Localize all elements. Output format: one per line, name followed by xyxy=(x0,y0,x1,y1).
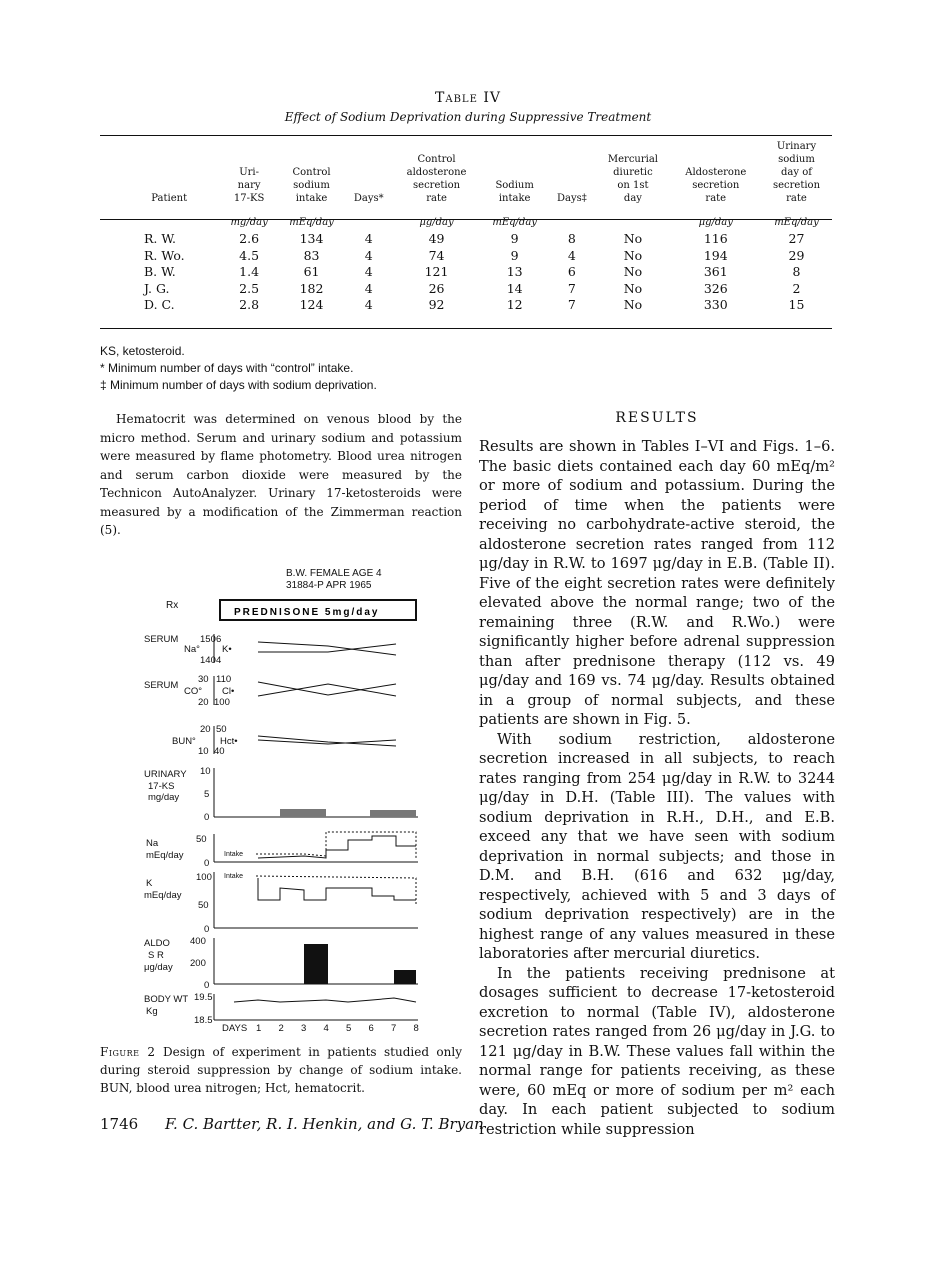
footnote-ks: KS, ketosteroid. xyxy=(100,344,185,358)
table-cell: D. C. xyxy=(144,297,175,312)
table-cell: 49 xyxy=(428,231,445,246)
aldo-label: μg/day xyxy=(144,962,173,973)
results-text xyxy=(479,437,835,1139)
table-cell: 15 xyxy=(788,297,805,312)
table-cell: 74 xyxy=(428,247,445,263)
tick-label: Na° xyxy=(184,644,200,655)
column-header-line: intake xyxy=(498,193,531,204)
column-header-line: Days* xyxy=(353,193,384,204)
results-paragraph-1: Results are shown in Tables I–VI and Figs. 1–6. The basic diets contained each day 60 mEq/m² or more of sodium and potassium. During the period of time when the patients were receiving no carbohydrate-active steroid, the aldosterone secretion rates ranged from 112 μg/day in R.W. to 1697 μg/day in E.B. (Table II). Five of the eight secretion rates were definitely elevated above the normal range; two of the remaining three (R.W. and R.Wo.) were significantly higher before adrenal suppression than after prednisone therapy (112 vs. 49 μg/day and 169 vs. 74 μg/day. Results obtained in a group of normal subjects, and these patients are shown in Fig. 5. xyxy=(479,438,835,728)
unit-cell: mg/day xyxy=(230,217,268,228)
column-header-line: Sodium xyxy=(495,180,534,191)
table-cell: 1.4 xyxy=(239,264,260,279)
tick-label: 0 xyxy=(204,812,210,823)
column-header-line: secretion xyxy=(692,180,740,191)
column-header-line: secretion xyxy=(772,180,821,191)
tick-label: Hct• xyxy=(220,736,238,747)
table-cell: No xyxy=(623,264,643,279)
na-label: Na xyxy=(146,838,159,849)
column-header-line: sodium xyxy=(778,154,815,165)
column-header-line: Urinary xyxy=(776,141,817,152)
table-cell: No xyxy=(623,247,643,263)
units-row xyxy=(100,211,832,231)
table-cell: 2.5 xyxy=(239,280,260,296)
tick-label: 5 xyxy=(204,789,210,800)
days-label: DAYS xyxy=(222,1023,248,1034)
figure-2 xyxy=(100,560,462,1038)
table-cell: 4 xyxy=(364,264,373,279)
tick-label: 20 xyxy=(198,697,209,708)
rx-text: PREDNISONE 5mg/day xyxy=(234,607,380,618)
day-tick-label: 3 xyxy=(301,1023,307,1034)
table-cell: 8 xyxy=(792,264,801,279)
table-cell: 83 xyxy=(303,247,320,263)
urinary-ks-bar-1 xyxy=(280,809,326,817)
tick-label: 50 xyxy=(216,724,227,735)
table-row xyxy=(100,264,832,281)
column-header-line: Control xyxy=(417,154,456,165)
column-header-line: sodium xyxy=(293,180,330,191)
table-cell: R. W. xyxy=(144,231,176,246)
aldo-bar-day-8 xyxy=(394,970,416,984)
tick-label: 0 xyxy=(204,924,210,935)
day-tick-label: 6 xyxy=(368,1023,374,1034)
table-row xyxy=(100,281,832,298)
urinary-ks-label: 17-KS xyxy=(148,781,175,792)
aldo-label: ALDO xyxy=(144,938,170,949)
tick-label: BUN° xyxy=(172,736,196,747)
column-header xyxy=(220,140,277,211)
methods-paragraph: Hematocrit was determined on venous blood by the micro method. Serum and urinary sodium and potassium were measured by flame photometry. Blood urea nitrogen and serum carbon dioxide were measured by the Technicon AutoAnalyzer. Urinary 17-ketosteroids were measured by a modification of the Zimmerman reaction (5). xyxy=(100,412,462,537)
page-footer xyxy=(100,1115,484,1133)
table-cell: 121 xyxy=(424,264,449,279)
column-header-line: aldosterone xyxy=(406,167,467,178)
table-cell: J. G. xyxy=(144,280,170,296)
tick-label: 10 xyxy=(198,746,209,757)
na-label: mEq/day xyxy=(146,850,184,861)
table-cell: 8 xyxy=(567,231,576,246)
serum-k-line xyxy=(258,644,396,652)
column-header-line: day of xyxy=(781,167,812,178)
tick-label: 110 xyxy=(216,674,232,685)
column-header xyxy=(671,140,761,211)
unit-cell xyxy=(100,211,220,231)
column-header-line: Control xyxy=(292,167,331,178)
table-cell: 116 xyxy=(703,231,728,246)
table-cell: 2 xyxy=(792,280,801,296)
table-cell: 4 xyxy=(364,280,373,296)
unit-cell xyxy=(548,211,595,231)
figure-caption xyxy=(100,1043,462,1097)
table-cell: 124 xyxy=(299,297,324,312)
column-header xyxy=(392,140,481,211)
figure-caption-label: Figure 2 xyxy=(100,1045,156,1059)
column-header-line: on 1st xyxy=(617,180,649,191)
serum-na-k-label: SERUM xyxy=(144,634,179,645)
table-cell: No xyxy=(623,297,643,312)
table-cell: 2.8 xyxy=(239,297,260,312)
table-cell: 26 xyxy=(428,280,445,296)
unit-cell: mEq/day xyxy=(774,217,819,228)
page-number: 1746 xyxy=(100,1115,139,1133)
aldo-label: S R xyxy=(148,950,164,961)
table-cell: 134 xyxy=(299,231,324,246)
column-header-line: Days‡ xyxy=(556,193,587,204)
table-cell: 326 xyxy=(703,280,728,296)
table-bottom-rule xyxy=(100,328,832,329)
column-header-line: 17-KS xyxy=(233,193,265,204)
tick-label: 140 xyxy=(200,655,216,666)
day-tick-label: 5 xyxy=(346,1023,352,1034)
na-excretion-line xyxy=(258,836,416,858)
column-header xyxy=(595,140,670,211)
table-cell: 61 xyxy=(303,264,320,279)
column-header-line: secretion xyxy=(413,180,461,191)
column-header-line: Uri- xyxy=(239,167,259,178)
urinary-ks-bar-2 xyxy=(370,810,416,817)
table-cell: 7 xyxy=(567,280,576,296)
tick-label: 200 xyxy=(190,958,206,969)
table-cell: 2.6 xyxy=(239,231,260,246)
table-subtitle: Effect of Sodium Deprivation during Suppressive Treatment xyxy=(284,110,652,124)
table-cell: No xyxy=(623,280,643,296)
column-header xyxy=(481,140,549,211)
unit-cell: mEq/day xyxy=(289,217,334,228)
unit-cell: μg/day xyxy=(698,217,733,228)
tick-label: 6 xyxy=(216,634,222,645)
column-header-line: nary xyxy=(237,180,261,191)
table-cell: 4 xyxy=(364,247,373,263)
day-tick-label: 4 xyxy=(323,1023,329,1034)
table-header-row xyxy=(100,140,832,211)
figure-caption-text: Design of experiment in patients studied only during steroid suppression by change of sodium intake. BUN, blood urea nitrogen; Hct, hematocrit. xyxy=(100,1045,462,1095)
table-row xyxy=(100,297,832,314)
footnote-days-deprivation: ‡ Minimum number of days with sodium deprivation. xyxy=(100,378,377,392)
tick-label: 19.5 xyxy=(194,992,213,1003)
tick-label: 4 xyxy=(216,655,222,666)
tick-label: K• xyxy=(222,644,232,655)
figure-header-1: B.W. FEMALE AGE 4 xyxy=(286,568,382,579)
table-cell: 6 xyxy=(567,264,576,279)
rx-label: Rx xyxy=(166,600,179,611)
table-iv xyxy=(100,140,832,314)
body-wt-label: Kg xyxy=(146,1006,158,1017)
table-cell: 4 xyxy=(567,247,576,263)
tick-label: 0 xyxy=(204,858,210,869)
tick-label: 50 xyxy=(196,834,207,845)
column-header-line: rate xyxy=(705,193,727,204)
day-tick-label: 7 xyxy=(391,1023,397,1034)
unit-cell: mEq/day xyxy=(492,217,537,228)
tick-label: CO° xyxy=(184,686,203,697)
unit-cell xyxy=(595,211,670,231)
k-excretion-line xyxy=(258,878,416,900)
day-tick-label: 1 xyxy=(256,1023,262,1034)
column-header-line: day xyxy=(623,193,642,204)
k-label: K xyxy=(146,878,153,889)
table-cell: 27 xyxy=(788,231,805,246)
results-paragraph-2: With sodium restriction, aldosterone secretion increased in all subjects, to reach rates ranging from 254 μg/day in R.W. to 3244 μg/day in D.H. (Table III). The values with sodium deprivation in R.H., D.H., and E.B. exceed any that we have seen with sodium deprivation in normal subjects; and those in D.M. and B.H. (616 and 632 μg/day, respectively, achieved with 5 and 3 days of sodium deprivation respectively) are in the highest range of any values measured in these laboratories after mercurial diuretics. xyxy=(479,730,835,962)
table-cell: 194 xyxy=(703,247,728,263)
table-cell: 12 xyxy=(506,297,523,312)
tick-label: 50 xyxy=(198,900,209,911)
aldo-bar-day-4 xyxy=(304,944,328,984)
results-paragraph-3: In the patients receiving prednisone at dosages sufficient to decrease 17-ketosteroid excretion to normal (Table IV), aldosterone secretion rates ranged from 26 μg/day in J.G. to 121 μg/day in B.W. These values fall within the normal range for patients receiving, as these were, 60 mEq or more of sodium per m² each day. In each patient subjected to sodium restriction while suppression xyxy=(479,964,835,1138)
table-cell: 9 xyxy=(510,247,519,263)
table-cell: 92 xyxy=(428,297,445,312)
authors: F. C. Bartter, R. I. Henkin, and G. T. Bryan xyxy=(164,1115,484,1133)
column-header-line: Aldosterone xyxy=(685,167,747,178)
table-cell: 13 xyxy=(506,264,523,279)
table-cell: 4 xyxy=(364,231,373,246)
serum-co2-cl-label: SERUM xyxy=(144,680,179,691)
urinary-ks-label: mg/day xyxy=(148,792,180,803)
serum-na-line xyxy=(258,642,396,655)
tick-label: 30 xyxy=(198,674,209,685)
body-wt-label: BODY WT xyxy=(144,994,189,1005)
tick-label: 0 xyxy=(204,980,210,991)
column-header xyxy=(345,140,392,211)
column-header xyxy=(100,140,220,211)
table-row xyxy=(100,231,832,248)
na-intake-label: Intake xyxy=(224,851,244,858)
table-cell: No xyxy=(623,231,643,246)
table-cell: 14 xyxy=(506,280,523,296)
body-wt-line xyxy=(234,998,416,1002)
unit-cell xyxy=(345,211,392,231)
column-header xyxy=(548,140,595,211)
k-intake-label: Intake xyxy=(224,873,244,880)
table-cell: 7 xyxy=(567,297,576,312)
table-title: Table IV xyxy=(435,90,501,106)
table-cell: 29 xyxy=(788,247,805,263)
table-cell: 9 xyxy=(510,231,519,246)
table-cell: 182 xyxy=(299,280,324,296)
tick-label: 20 xyxy=(200,724,211,735)
column-header xyxy=(278,140,346,211)
day-tick-label: 2 xyxy=(278,1023,284,1034)
table-cell: 330 xyxy=(703,297,728,312)
results-heading: RESULTS xyxy=(615,410,699,426)
figure-header-2: 31884-P APR 1965 xyxy=(286,580,372,591)
column-header-line: rate xyxy=(786,193,807,204)
tick-label: 18.5 xyxy=(194,1015,213,1026)
table-header-rule xyxy=(100,219,832,220)
tick-label: 100 xyxy=(214,697,230,708)
tick-label: 10 xyxy=(200,766,211,777)
column-header-line: rate xyxy=(426,193,447,204)
table-cell: 4.5 xyxy=(239,247,260,263)
table-cell: 361 xyxy=(703,264,728,279)
tick-label: Cl• xyxy=(222,686,235,697)
table-cell: B. W. xyxy=(144,264,176,279)
tick-label: 40 xyxy=(214,746,225,757)
column-header-line: intake xyxy=(295,193,328,204)
tick-label: 100 xyxy=(196,872,212,883)
urinary-ks-label: URINARY xyxy=(144,769,187,780)
tick-label: 150 xyxy=(200,634,216,645)
column-header-line: diuretic xyxy=(613,167,653,178)
k-label: mEq/day xyxy=(144,890,182,901)
day-tick-label: 8 xyxy=(413,1023,419,1034)
column-header-line: Patient xyxy=(151,193,188,204)
table-top-rule xyxy=(100,135,832,136)
column-header-line: Mercurial xyxy=(607,154,658,165)
unit-cell: μg/day xyxy=(419,217,454,228)
table-row xyxy=(100,248,832,265)
table-cell: 4 xyxy=(364,297,373,312)
table-cell: R. Wo. xyxy=(144,247,185,263)
column-header xyxy=(761,140,832,211)
tick-label: 400 xyxy=(190,936,206,947)
footnote-days-control: * Minimum number of days with “control” intake. xyxy=(100,361,354,375)
